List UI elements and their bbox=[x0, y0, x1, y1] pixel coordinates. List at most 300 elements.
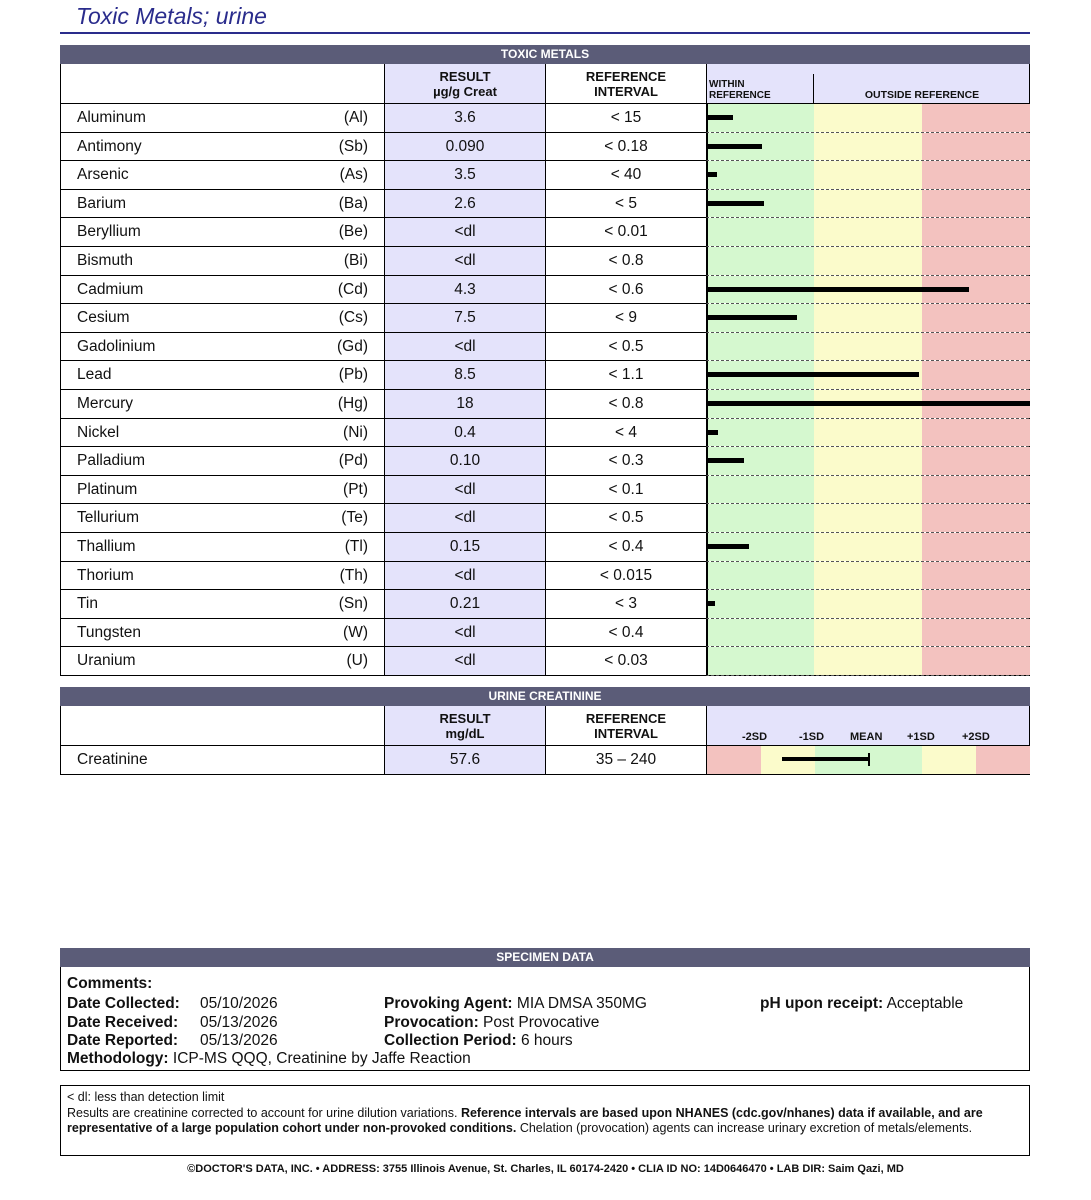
metal-row bbox=[61, 361, 1029, 390]
metal-name: Thallium bbox=[77, 538, 136, 555]
metal-result-cell bbox=[384, 304, 545, 333]
ph-upon-receipt bbox=[760, 995, 963, 1013]
metal-row bbox=[61, 390, 1029, 419]
methodology-value: ICP-MS QQQ, Creatinine by Jaffe Reaction bbox=[172, 1050, 471, 1067]
within-reference-zone bbox=[707, 562, 814, 590]
creatinine-row bbox=[61, 746, 1029, 774]
metal-range-chart bbox=[706, 218, 1029, 247]
metal-reference-cell bbox=[545, 647, 706, 676]
within-reference-zone bbox=[707, 419, 814, 447]
sd-scale-header bbox=[706, 706, 1029, 745]
metal-reference-cell bbox=[545, 590, 706, 619]
metal-symbol: (Hg) bbox=[337, 395, 368, 412]
metal-row bbox=[61, 247, 1029, 276]
metal-range-chart bbox=[706, 533, 1029, 562]
creatinine-reference-cell bbox=[545, 746, 706, 774]
metal-range-chart bbox=[706, 647, 1029, 676]
metal-reference: < 0.4 bbox=[608, 538, 644, 555]
metal-reference: < 4 bbox=[615, 423, 637, 441]
metal-reference-cell bbox=[545, 333, 706, 362]
metal-level-bar bbox=[707, 458, 744, 463]
metal-symbol: (Be) bbox=[338, 223, 368, 241]
creatinine-reference-header-line2: INTERVAL bbox=[594, 726, 658, 741]
date-received-value: 05/13/2026 bbox=[200, 1014, 278, 1031]
metal-result-cell bbox=[384, 190, 545, 219]
within-reference-zone bbox=[707, 504, 814, 532]
elevated-zone bbox=[814, 590, 922, 618]
metal-range-chart bbox=[706, 361, 1029, 390]
metal-result: 0.15 bbox=[449, 538, 481, 555]
elevated-zone bbox=[814, 161, 922, 189]
metal-row bbox=[61, 447, 1029, 476]
zone-below-minus2sd bbox=[707, 746, 761, 774]
high-zone bbox=[922, 304, 1030, 332]
page-title: Toxic Metals; urine bbox=[76, 3, 267, 29]
metal-reference: < 0.5 bbox=[608, 337, 644, 355]
metal-level-bar bbox=[707, 544, 749, 549]
metal-symbol: (Ba) bbox=[338, 194, 368, 212]
outside-reference-header: OUTSIDE REFERENCE bbox=[864, 89, 980, 101]
metal-result: <dl bbox=[454, 623, 476, 641]
bar-baseline bbox=[707, 247, 708, 275]
metal-range-chart bbox=[706, 476, 1029, 505]
metal-reference: < 1.1 bbox=[608, 366, 644, 384]
zone-above-plus2sd bbox=[976, 746, 1030, 774]
metal-symbol: (Tl) bbox=[344, 538, 368, 555]
metal-symbol: (Te) bbox=[341, 509, 368, 527]
high-zone bbox=[922, 218, 1030, 246]
metal-name-cell bbox=[61, 562, 384, 591]
high-zone bbox=[922, 333, 1030, 361]
within-reference-line1: WITHIN bbox=[709, 79, 745, 90]
metal-symbol: (Bi) bbox=[343, 252, 368, 269]
metal-row bbox=[61, 276, 1029, 305]
metal-result: 18 bbox=[456, 395, 474, 412]
metal-name-cell bbox=[61, 619, 384, 648]
elevated-zone bbox=[814, 619, 922, 647]
metal-reference-cell bbox=[545, 619, 706, 648]
metal-result-cell bbox=[384, 361, 545, 390]
reference-header-line2: INTERVAL bbox=[594, 84, 658, 99]
date-collected-label: Date Collected: bbox=[67, 995, 180, 1012]
metal-symbol: (Sn) bbox=[338, 595, 368, 613]
bar-baseline bbox=[707, 218, 708, 246]
creatinine-reference-header-line1: REFERENCE bbox=[585, 711, 667, 726]
reference-note-text-a: Results are creatinine corrected to account for urine dilution variations. bbox=[67, 1105, 461, 1120]
metal-result-cell bbox=[384, 619, 545, 648]
metal-range-chart bbox=[706, 390, 1029, 419]
collection-period bbox=[384, 1032, 573, 1050]
high-zone bbox=[922, 104, 1030, 132]
elevated-zone bbox=[814, 304, 922, 332]
metal-name: Tungsten bbox=[77, 623, 142, 641]
metal-name-cell bbox=[61, 247, 384, 276]
metal-reference: < 0.18 bbox=[604, 137, 648, 155]
high-zone bbox=[922, 533, 1030, 561]
metal-reference: < 0.4 bbox=[608, 623, 644, 641]
within-reference-zone bbox=[707, 333, 814, 361]
bar-baseline bbox=[707, 476, 708, 504]
metal-name-cell bbox=[61, 504, 384, 533]
metal-reference: < 3 bbox=[615, 595, 637, 613]
metal-result: 0.21 bbox=[449, 595, 481, 613]
elevated-zone bbox=[814, 218, 922, 246]
metal-symbol: (Cs) bbox=[338, 309, 368, 327]
metal-name: Gadolinium bbox=[77, 337, 156, 355]
metal-name: Nickel bbox=[77, 423, 120, 441]
metal-reference-cell bbox=[545, 504, 706, 533]
ph-label: pH upon receipt: bbox=[760, 995, 884, 1012]
collection-period-value: 6 hours bbox=[520, 1032, 573, 1049]
date-received-label: Date Received: bbox=[67, 1014, 179, 1031]
high-zone bbox=[922, 590, 1030, 618]
comments-label: Comments: bbox=[67, 975, 153, 992]
metal-row bbox=[61, 562, 1029, 591]
metal-result: <dl bbox=[454, 480, 476, 498]
metal-result: <dl bbox=[454, 223, 476, 241]
metal-reference-cell bbox=[545, 218, 706, 247]
toxic-metals-section-title: TOXIC METALS bbox=[60, 45, 1030, 64]
metal-reference-cell bbox=[545, 476, 706, 505]
metal-name: Platinum bbox=[77, 480, 138, 498]
metal-range-chart bbox=[706, 333, 1029, 362]
metal-result-cell bbox=[384, 562, 545, 591]
metal-level-bar bbox=[707, 201, 764, 206]
metal-level-bar bbox=[707, 144, 762, 149]
creatinine-value-tick bbox=[868, 753, 870, 766]
bar-baseline bbox=[707, 647, 708, 675]
metal-reference: < 9 bbox=[615, 309, 637, 327]
metal-row bbox=[61, 590, 1029, 619]
metal-result-cell bbox=[384, 247, 545, 276]
within-reference-zone bbox=[707, 647, 814, 675]
result-header-line1: RESULT bbox=[439, 69, 491, 84]
metal-result-cell bbox=[384, 447, 545, 476]
high-zone bbox=[922, 247, 1030, 275]
metal-reference-cell bbox=[545, 533, 706, 562]
reference-header bbox=[545, 64, 706, 103]
metal-name-cell bbox=[61, 419, 384, 448]
range-header bbox=[706, 64, 1029, 103]
elevated-zone bbox=[814, 562, 922, 590]
metal-symbol: (Pt) bbox=[343, 480, 368, 498]
metal-reference-cell bbox=[545, 133, 706, 162]
high-zone bbox=[922, 476, 1030, 504]
metal-reference: < 15 bbox=[610, 109, 642, 126]
metal-reference: < 0.01 bbox=[604, 223, 648, 241]
metal-row bbox=[61, 133, 1029, 162]
metal-result: 0.10 bbox=[449, 452, 481, 470]
metal-row bbox=[61, 476, 1029, 505]
metal-result-cell bbox=[384, 333, 545, 362]
metal-name-cell bbox=[61, 333, 384, 362]
metal-reference: < 0.015 bbox=[599, 566, 653, 584]
metal-range-chart bbox=[706, 590, 1029, 619]
within-reference-zone bbox=[707, 590, 814, 618]
metal-reference-cell bbox=[545, 247, 706, 276]
metal-range-chart bbox=[706, 104, 1029, 133]
creatinine-result-header-line1: RESULT bbox=[439, 711, 491, 726]
metal-name: Cadmium bbox=[77, 280, 144, 298]
metal-name: Cesium bbox=[77, 309, 130, 327]
metal-symbol: (As) bbox=[339, 166, 368, 184]
creatinine-name: Creatinine bbox=[77, 751, 148, 768]
metal-reference: < 5 bbox=[615, 194, 637, 212]
result-header bbox=[384, 64, 545, 103]
metal-range-chart bbox=[706, 447, 1029, 476]
metal-name-cell bbox=[61, 218, 384, 247]
metal-reference: < 40 bbox=[610, 166, 642, 184]
toxic-header-row bbox=[61, 64, 1029, 104]
metal-result-cell bbox=[384, 133, 545, 162]
high-zone bbox=[922, 419, 1030, 447]
elevated-zone bbox=[814, 504, 922, 532]
elevated-zone bbox=[814, 419, 922, 447]
metal-result: <dl bbox=[454, 337, 476, 355]
metal-result: <dl bbox=[454, 509, 476, 527]
within-reference-zone bbox=[707, 218, 814, 246]
metal-name: Aluminum bbox=[77, 109, 146, 126]
metal-name-cell bbox=[61, 133, 384, 162]
bar-baseline bbox=[707, 619, 708, 647]
creatinine-reference-header bbox=[545, 706, 706, 745]
high-zone bbox=[922, 190, 1030, 218]
creatinine-result-cell bbox=[384, 746, 545, 774]
metal-row bbox=[61, 333, 1029, 362]
metal-name: Arsenic bbox=[77, 166, 129, 184]
metal-name-cell bbox=[61, 590, 384, 619]
reference-note bbox=[67, 1106, 1023, 1137]
lab-footer: ©DOCTOR'S DATA, INC. • ADDRESS: 3755 Illinois Avenue, St. Charles, IL 60174-2420 • CLIA ID NO: 14D0646470 • LAB DIR: Saim Qazi, MD bbox=[187, 1163, 904, 1175]
high-zone bbox=[922, 361, 1030, 389]
metal-reference: < 0.03 bbox=[604, 652, 648, 670]
high-zone bbox=[922, 504, 1030, 532]
creatinine-result-header-line2: mg/dL bbox=[445, 726, 485, 741]
metal-result: 4.3 bbox=[454, 280, 476, 298]
high-zone bbox=[922, 647, 1030, 675]
creatinine-sd-chart bbox=[706, 746, 1029, 774]
metal-name-cell bbox=[61, 447, 384, 476]
metal-reference: < 0.6 bbox=[608, 280, 644, 298]
title-rule bbox=[60, 32, 1030, 34]
metal-name: Mercury bbox=[77, 395, 133, 412]
metal-range-chart bbox=[706, 190, 1029, 219]
metal-level-bar bbox=[707, 401, 1030, 406]
creatinine-level-bar bbox=[782, 757, 868, 761]
urine-creatinine-section-title: URINE CREATININE bbox=[60, 687, 1030, 706]
metal-reference-cell bbox=[545, 562, 706, 591]
metal-name: Palladium bbox=[77, 452, 146, 470]
high-zone bbox=[922, 562, 1030, 590]
metal-level-bar bbox=[707, 172, 717, 177]
metal-range-chart bbox=[706, 304, 1029, 333]
metal-range-chart bbox=[706, 419, 1029, 448]
metal-result-cell bbox=[384, 504, 545, 533]
metal-range-chart bbox=[706, 161, 1029, 190]
metal-result: 3.6 bbox=[454, 109, 476, 126]
metal-range-chart bbox=[706, 562, 1029, 591]
high-zone bbox=[922, 133, 1030, 161]
ph-value: Acceptable bbox=[886, 995, 964, 1012]
provoking-agent-label: Provoking Agent: bbox=[384, 995, 513, 1012]
metal-name-cell bbox=[61, 361, 384, 390]
metal-symbol: (Ni) bbox=[343, 423, 368, 441]
metal-result-cell bbox=[384, 533, 545, 562]
notes-box bbox=[60, 1085, 1030, 1156]
reference-note-bold: Reference intervals are based upon NHANES (cdc.gov/nhanes) data if available, and are representative of a large population cohort under non-provoked conditions. bbox=[67, 1105, 983, 1135]
provocation-value: Post Provocative bbox=[483, 1014, 600, 1031]
creatinine-result-header bbox=[384, 706, 545, 745]
metal-result: 7.5 bbox=[454, 309, 476, 327]
metal-row bbox=[61, 218, 1029, 247]
metal-name-cell bbox=[61, 476, 384, 505]
elevated-zone bbox=[814, 533, 922, 561]
metal-symbol: (Pd) bbox=[338, 452, 368, 470]
within-reference-line2: REFERENCE bbox=[709, 90, 771, 101]
metal-symbol: (W) bbox=[343, 623, 368, 641]
metal-name: Antimony bbox=[77, 137, 142, 155]
within-reference-zone bbox=[707, 247, 814, 275]
reference-header-line1: REFERENCE bbox=[585, 69, 667, 84]
sd-label-mean: MEAN bbox=[850, 731, 883, 743]
metal-result-cell bbox=[384, 390, 545, 419]
metal-range-chart bbox=[706, 619, 1029, 648]
metal-symbol: (Al) bbox=[343, 109, 368, 126]
metal-result: 2.6 bbox=[454, 194, 476, 212]
methodology bbox=[67, 1050, 471, 1068]
metal-result: 0.4 bbox=[454, 423, 476, 441]
creatinine-result: 57.6 bbox=[449, 751, 481, 768]
bar-baseline bbox=[707, 333, 708, 361]
reference-note-text-b: Chelation (provocation) agents can increase urinary excretion of metals/elements. bbox=[516, 1121, 973, 1135]
specimen-data-box bbox=[60, 967, 1030, 1071]
high-zone bbox=[922, 161, 1030, 189]
creatinine-table bbox=[60, 706, 1030, 775]
metal-reference-cell bbox=[545, 104, 706, 133]
metal-level-bar bbox=[707, 115, 733, 120]
within-reference-zone bbox=[707, 476, 814, 504]
metal-reference-cell bbox=[545, 390, 706, 419]
metal-range-chart bbox=[706, 276, 1029, 305]
metal-reference-cell bbox=[545, 276, 706, 305]
high-zone bbox=[922, 447, 1030, 475]
metal-result-cell bbox=[384, 104, 545, 133]
sd-label-plus1: +1SD bbox=[907, 731, 935, 743]
elevated-zone bbox=[814, 476, 922, 504]
metal-result-cell bbox=[384, 419, 545, 448]
metal-reference: < 0.8 bbox=[608, 395, 644, 412]
metal-reference-cell bbox=[545, 419, 706, 448]
elevated-zone bbox=[814, 333, 922, 361]
metal-name: Bismuth bbox=[77, 252, 133, 269]
metal-range-chart bbox=[706, 504, 1029, 533]
metal-reference-cell bbox=[545, 190, 706, 219]
metal-reference-cell bbox=[545, 161, 706, 190]
metal-level-bar bbox=[707, 315, 797, 320]
sd-label-minus2: -2SD bbox=[742, 731, 768, 743]
metal-symbol: (Gd) bbox=[337, 337, 368, 355]
metal-name-cell bbox=[61, 533, 384, 562]
metal-result: 0.090 bbox=[445, 137, 485, 155]
within-reference-header bbox=[709, 79, 771, 101]
provoking-agent-value: MIA DMSA 350MG bbox=[516, 995, 647, 1012]
metal-symbol: (Th) bbox=[339, 566, 368, 584]
creatinine-reference: 35 – 240 bbox=[595, 751, 657, 768]
elevated-zone bbox=[814, 247, 922, 275]
metal-name-cell bbox=[61, 276, 384, 305]
high-zone bbox=[922, 619, 1030, 647]
metal-row bbox=[61, 304, 1029, 333]
metal-row bbox=[61, 647, 1029, 676]
metal-symbol: (Cd) bbox=[337, 280, 368, 298]
creatinine-name-cell bbox=[61, 746, 384, 774]
metal-result: <dl bbox=[454, 566, 476, 584]
metal-name-cell bbox=[61, 390, 384, 419]
metal-symbol: (U) bbox=[346, 652, 368, 670]
metal-range-chart bbox=[706, 133, 1029, 162]
metal-result-cell bbox=[384, 276, 545, 305]
metal-symbol: (Pb) bbox=[338, 366, 368, 384]
metal-name-cell bbox=[61, 647, 384, 676]
bar-baseline bbox=[707, 504, 708, 532]
metal-result-cell bbox=[384, 218, 545, 247]
metal-reference: < 0.1 bbox=[608, 480, 644, 498]
collection-period-label: Collection Period: bbox=[384, 1032, 517, 1049]
metal-row bbox=[61, 504, 1029, 533]
metal-result: <dl bbox=[454, 252, 476, 269]
methodology-label: Methodology: bbox=[67, 1050, 169, 1067]
specimen-data-section-title: SPECIMEN DATA bbox=[60, 948, 1030, 967]
metal-row bbox=[61, 161, 1029, 190]
metal-level-bar bbox=[707, 601, 715, 606]
metal-name-cell bbox=[61, 190, 384, 219]
metal-result: <dl bbox=[454, 652, 476, 670]
sd-label-plus2: +2SD bbox=[962, 731, 990, 743]
creatinine-name-header bbox=[61, 706, 384, 745]
metal-range-chart bbox=[706, 247, 1029, 276]
detection-limit-note: < dl: less than detection limit bbox=[67, 1090, 225, 1104]
metal-reference: < 0.3 bbox=[608, 452, 644, 470]
metal-result-cell bbox=[384, 590, 545, 619]
elevated-zone bbox=[814, 190, 922, 218]
metal-name: Tin bbox=[77, 595, 98, 613]
sd-label-minus1: -1SD bbox=[799, 731, 825, 743]
metal-row bbox=[61, 419, 1029, 448]
metal-name-cell bbox=[61, 104, 384, 133]
metal-row bbox=[61, 190, 1029, 219]
metal-result-cell bbox=[384, 161, 545, 190]
metal-symbol: (Sb) bbox=[338, 137, 368, 155]
metal-reference: < 0.8 bbox=[608, 252, 644, 269]
metal-result-cell bbox=[384, 647, 545, 676]
metal-reference: < 0.5 bbox=[608, 509, 644, 527]
metal-result-cell bbox=[384, 476, 545, 505]
date-reported-value: 05/13/2026 bbox=[200, 1032, 278, 1049]
within-reference-zone bbox=[707, 619, 814, 647]
metal-name-cell bbox=[61, 161, 384, 190]
metal-result: 8.5 bbox=[454, 366, 476, 384]
elevated-zone bbox=[814, 133, 922, 161]
metal-reference-cell bbox=[545, 361, 706, 390]
metal-level-bar bbox=[707, 372, 919, 377]
metal-row bbox=[61, 104, 1029, 133]
date-collected-value: 05/10/2026 bbox=[200, 995, 278, 1012]
zone-plus1-to-plus2sd bbox=[922, 746, 976, 774]
metal-name: Lead bbox=[77, 366, 112, 384]
bar-baseline bbox=[707, 562, 708, 590]
metal-name-cell bbox=[61, 304, 384, 333]
elevated-zone bbox=[814, 647, 922, 675]
